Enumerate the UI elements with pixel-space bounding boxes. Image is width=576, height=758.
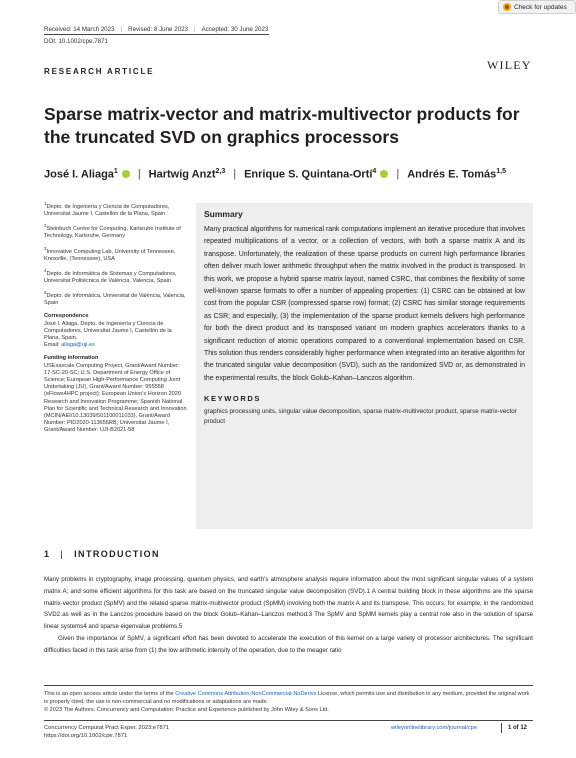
received-date: Received: 14 March 2023 <box>44 26 115 33</box>
author-separator: | <box>137 168 141 181</box>
correspondence-text: José I. Aliaga, Depto. de Ingeniería y Ciencia de Computadores, Universitat Jaume I, Castellón de la Plana, Spain. <box>44 320 172 341</box>
affiliation: $^5$Depto. de Informàtica, Universitat de València, Valencia, Spain <box>44 290 186 307</box>
doi: DOI: 10.1002/cpe.7871 <box>44 38 108 45</box>
revised-date: Revised: 8 June 2023 <box>128 26 188 33</box>
author-separator: | <box>233 168 237 181</box>
copyright: © 2023 The Authors. Concurrency and Computation: Practice and Experience published by John Wiley & Sons Ltd. <box>44 707 329 714</box>
header-divider <box>44 34 269 35</box>
orcid-icon[interactable] <box>380 170 388 178</box>
paragraph: Given the importance of SpMV, a significant effort has been devoted to accelerate the execution of this kernel on a large variety of processor architectures. The significant difficulties faced in this task arise from (1) the low arithmetic intensity of the operation, due to the meager ratio <box>44 634 533 654</box>
check-for-updates-label: Check for updates <box>514 3 567 11</box>
intro-body <box>44 574 533 657</box>
section-label: RESEARCH ARTICLE <box>44 67 155 76</box>
date-separator: | <box>120 26 123 33</box>
journal-citation: Concurrency Computat Pract Exper. 2023;e7871 <box>44 725 170 731</box>
article-dates <box>44 26 268 33</box>
crossmark-icon <box>503 3 511 11</box>
affiliation: $^1$Depto. de Ingeniería y Ciencia de Computadores, Universitat Jaume I, Castellón de la Plana, Spain <box>44 201 170 218</box>
funding-text: USExascale Computing Project, Grant/Award Number: 17-SC-20-SC; U.S. Department of Energy Office of Science; European High-Performance Computing Joint Undertaking (JU), Grant/Award Number: 955558 (eFlows4HPC project); European Union's Horizon 2020 Research and Innovation Programme; Spanish National Plan for Scientific and Technical Research and Innovation (MCIN/AEI/10.13039/501100011033), Grant/Award Number: PID2020-113656RB; Universitat Jaume I, Grant/Award Number: UJI-B2021-58 <box>44 362 187 434</box>
correspondence-heading: Correspondence <box>44 313 89 320</box>
doi-url[interactable]: https://doi.org/10.1002/cpe.7871 <box>44 732 128 739</box>
paragraph: Many problems in cryptography, image processing, quantum physics, and earth's atmosphere analysis require information about the most significant singular values of a system matrix A; and some efficient algorithms for this task are based on the truncated singular value decomposition (SVD).1 A central building block in these algorithms are the sparse matrix-vector product (SpMV) and the related sparse matrix-multivector product (SpMM) involving both the matrix A and its transpose. This occurs, for example, in the randomized SVD2 as well as in the Lanczos procedure based on the block Golub–Kahan–Lanczos method.3 The SpMV and SpMM kernels play a central role also in the solution of sparse linear systems4 and sparse eigenvalue problems.5 <box>44 576 533 631</box>
section-title: INTRODUCTION <box>74 549 160 559</box>
correspondence-email: Email: aliaga@uji.es <box>44 342 95 349</box>
keywords-text: graphics processing units, singular value decomposition, sparse matrix-multivector product, sparse matrix-vector product <box>204 408 517 426</box>
page-number: 1 of 12 <box>508 725 528 731</box>
footer-separator <box>501 723 502 733</box>
affiliation: $^2$Steinbuch Centre for Computing, Karlsruhe Institute of Technology, Karlsruhe, Germany <box>44 223 181 240</box>
accepted-date: Accepted: 30 June 2023 <box>201 26 269 33</box>
author[interactable]: Andrés E. Tomás$^{1,5}$ <box>407 168 506 181</box>
check-for-updates-button[interactable] <box>498 0 576 14</box>
author-list <box>44 168 506 181</box>
abstract-text: Many practical algorithms for numerical rank computations implement an iterative procedure that involves repeated multiplications of a vector, or a collection of vectors, with both a sparse matrix A and its transpose. Unfortunately, the realization of these sparse products on current high performance libraries often deliver much lower arithmetic throughput when the matrix involved in the product is transposed. In this work, we propose a hybrid sparse matrix layout, named CSRC, that combines the flexibility of some well-known sparse formats to offer a number of appealing properties: (1) CSRC can be obtained at low cost from the popular CSR (compressed sparse row) format; (2) CSRC has similar storage requirements as CSR; and especially, (3) the implementation of the sparse product kernels delivers high performance for both the direct product and its transposed variant on modern graphics accelerators thanks to a significant reduction of atomic operations compared to a conventional implementation based on CSR. This solution thus renders considerably higher performance when integrated into an iterative algorithm for the truncated singular value decomposition (SVD), such as the randomized SVD or, as demonstrated in the experimental results, the block Golub–Kahan–Lanczos algorithm. <box>204 226 525 382</box>
sidebar-info <box>44 200 189 435</box>
heading-separator: | <box>60 549 65 559</box>
footer-divider <box>44 720 533 721</box>
section-number: 1 <box>44 549 51 559</box>
orcid-icon[interactable] <box>122 170 130 178</box>
license-divider <box>44 685 533 686</box>
author-separator: | <box>396 168 400 181</box>
abstract-box <box>196 203 533 529</box>
funding-heading: Funding information <box>44 355 99 362</box>
date-separator: | <box>193 26 196 33</box>
journal-url[interactable]: wileyonlinelibrary.com/journal/cpe <box>391 725 478 731</box>
author[interactable]: Enrique S. Quintana-Ortí$^4$ <box>244 168 377 181</box>
author[interactable]: Hartwig Anzt$^{2,3}$ <box>148 168 226 181</box>
publisher-logo: WILEY <box>487 58 532 72</box>
abstract-heading: Summary <box>204 209 243 219</box>
article-title: Sparse matrix-vector and matrix-multivector products for the truncated SVD on graphics processors <box>44 104 520 147</box>
email-link[interactable]: aliaga@uji.es <box>61 342 95 349</box>
footer-citation <box>44 725 169 740</box>
affiliation: $^3$Innovative Computing Lab, University of Tennessee, Knoxville, (Tennessee), USA <box>44 245 176 262</box>
author[interactable]: José I. Aliaga$^1$ <box>44 168 118 181</box>
intro-heading <box>44 549 160 559</box>
affiliation: $^4$Depto. de Informática de Sistemas y Computadores, Universitat Politècnica de València, Valencia, Spain <box>44 267 177 284</box>
license-notice: This is an open access article under the terms of the Creative Commons Attribution-NonCommercial-NoDerivs License, which permits use and distribution in any medium, provided the original work is properly cited, the use is non-commercial and no modifications or adaptations are made. © 2023 The Authors. Concurrency and Computation: Practice and Experience published by John Wiley & Sons Ltd. <box>44 691 530 714</box>
keywords-heading: KEYWORDS <box>204 394 261 404</box>
license-link[interactable]: Creative Commons Attribution-NonCommercial-NoDerivs <box>175 691 317 697</box>
